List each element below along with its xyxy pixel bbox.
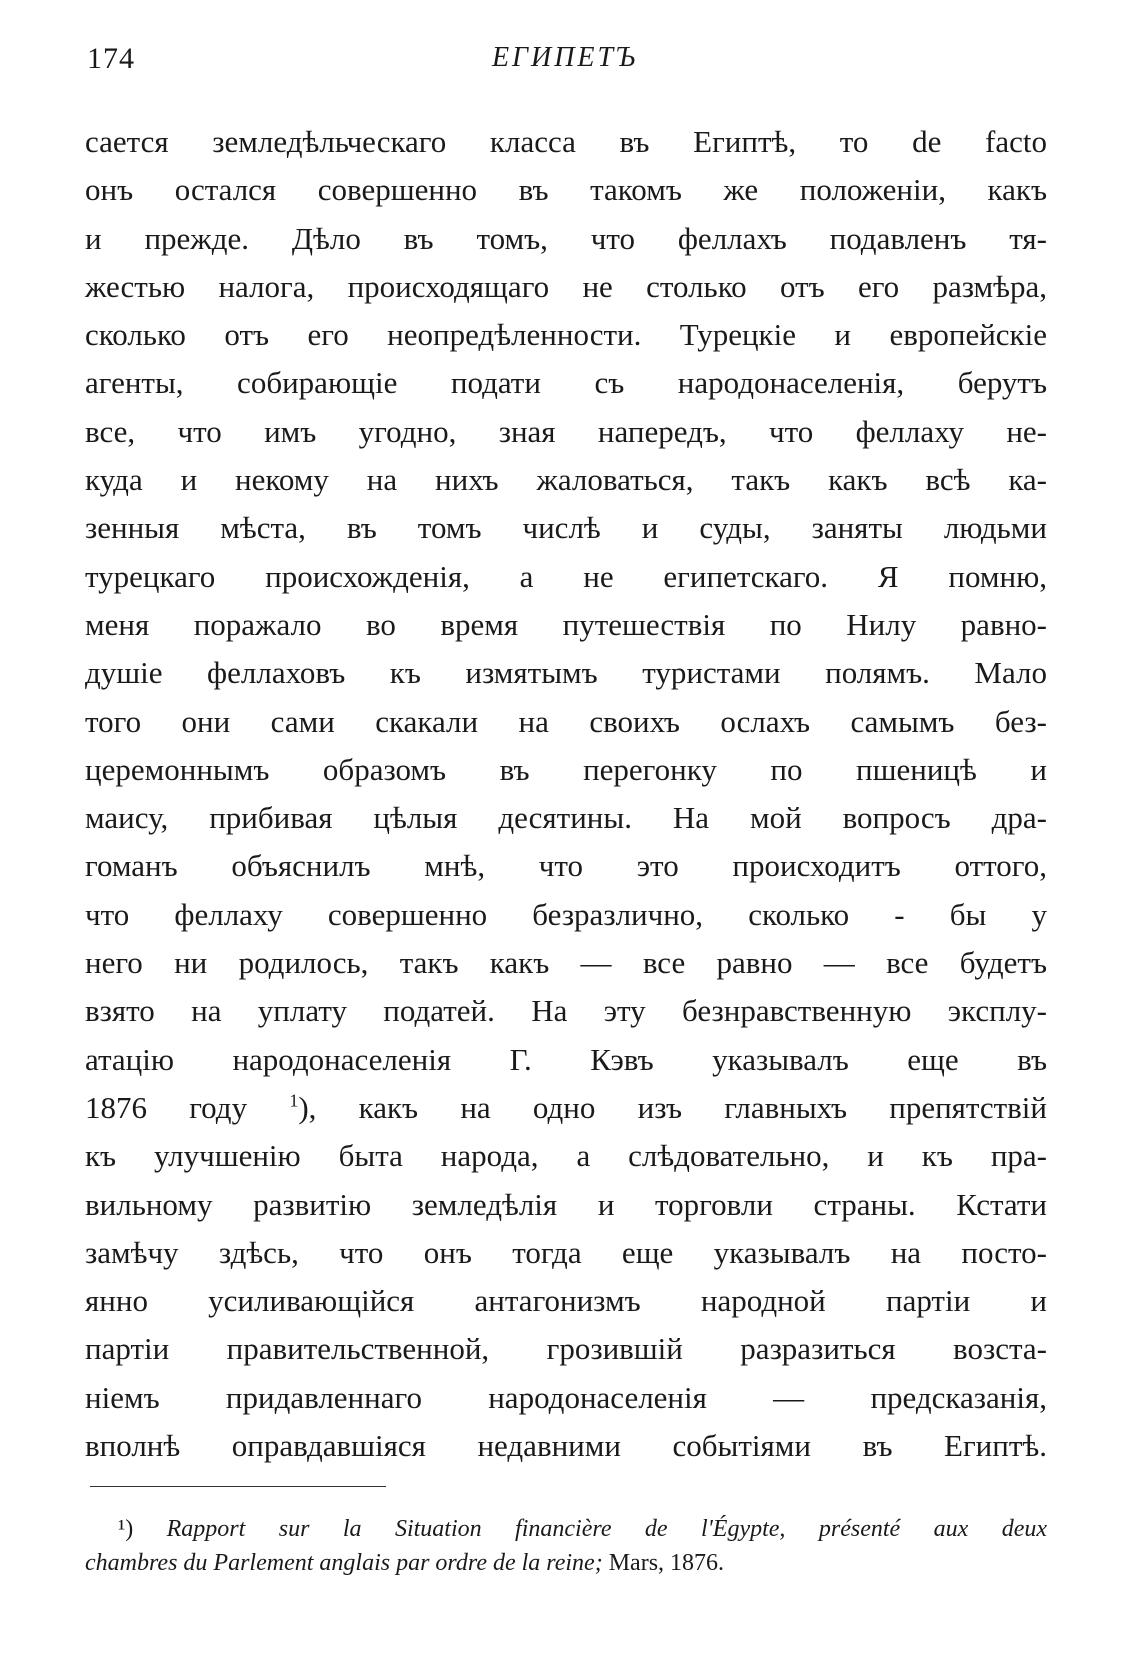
footnote-line: [85, 1546, 1047, 1580]
text-line: янно усиливающiйся антагонизмъ народной партiи и: [85, 1283, 1047, 1319]
running-head: ЕГИПЕТЪ: [491, 42, 639, 73]
text-line: что феллаху совершенно безразлично, сколько - бы у: [85, 896, 1047, 932]
text-line: къ улучшенiю быта народа, а слѣдовательно, и къ пра-: [85, 1138, 1047, 1174]
footnote-divider: [90, 1486, 386, 1487]
footnote-marker: ¹): [118, 1516, 134, 1542]
page-number: 174: [87, 42, 135, 75]
text-fragment: 1876 году: [85, 1089, 248, 1125]
text-line: нiемъ придавленнаго народонаселенiя — предсказанiя,: [85, 1379, 1047, 1415]
text-line: того они сами скакали на своихъ ослахъ самымъ без-: [85, 703, 1047, 739]
text-line: душiе феллаховъ къ измятымъ туристами полямъ. Мало: [85, 655, 1047, 691]
footnote: [85, 1512, 1047, 1580]
text-line: онъ остался совершенно въ такомъ же положенiи, какъ: [85, 172, 1047, 208]
footnote-date: Mars, 1876.: [608, 1550, 725, 1576]
text-line: церемоннымъ образомъ въ перегонку по пшеницѣ и: [85, 751, 1047, 787]
text-line: вильному развитiю земледѣлiя и торговли страны. Кстати: [85, 1186, 1047, 1222]
text-line: сколько отъ его неопредѣленности. Турецкiе и европейскiе: [85, 317, 1047, 353]
page-header: [85, 42, 1045, 82]
text-line: зенныя мѣста, въ томъ числѣ и суды, заняты людьми: [85, 510, 1047, 546]
text-line: турецкаго происхожденiя, а не египетскаго. Я помню,: [85, 558, 1047, 594]
text-line: гоманъ объяснилъ мнѣ, что это происходитъ оттого,: [85, 848, 1047, 884]
text-line: партiи правительственной, грозившiй разразиться возста-: [85, 1331, 1047, 1367]
text-line: и прежде. Дѣло въ томъ, что феллахъ подавленъ тя-: [85, 220, 1047, 256]
text-line: агенты, собирающiе подати съ народонаселенiя, берутъ: [85, 365, 1047, 401]
body-text: [85, 118, 1047, 1470]
text-line: атацiю народонаселенiя Г. Кэвъ указывалъ еще въ: [85, 1041, 1047, 1077]
text-line: сается земледѣльческаго класса въ Египтѣ, то de facto: [85, 124, 1047, 159]
text-line: меня поражало во время путешествiя по Нилу равно-: [85, 606, 1047, 642]
footnote-reference[interactable]: 1: [289, 1090, 299, 1111]
text-line: вполнѣ оправдавшiяся недавними событiями въ Египтѣ.: [85, 1428, 1047, 1464]
text-line: все, что имъ угодно, зная напередъ, что феллаху не-: [85, 413, 1047, 449]
footnote-line: [85, 1512, 1047, 1546]
text-line: замѣчу здѣсь, что онъ тогда еще указывалъ на посто-: [85, 1234, 1047, 1270]
text-line: маису, прибивая цѣлыя десятины. На мой вопросъ дра-: [85, 800, 1047, 836]
text-line-with-footnote-ref: [85, 1084, 1047, 1132]
footnote-citation-title: Rapport sur la Situation financière de l'Égypte, présenté aux deux: [166, 1516, 1047, 1542]
text-line: взято на уплату податей. На эту безнравственную эксплу-: [85, 993, 1047, 1029]
text-line: него ни родилось, такъ какъ — все равно — все будетъ: [85, 945, 1047, 981]
text-fragment: ), какъ на одно изъ главныхъ препятствiй: [298, 1089, 1048, 1125]
text-line: жестью налога, происходящаго не столько отъ его размѣра,: [85, 268, 1047, 304]
text-line: куда и некому на нихъ жаловаться, такъ какъ всѣ ка-: [85, 462, 1047, 498]
footnote-citation-title-cont: chambres du Parlement anglais par ordre de la reine;: [85, 1550, 603, 1576]
